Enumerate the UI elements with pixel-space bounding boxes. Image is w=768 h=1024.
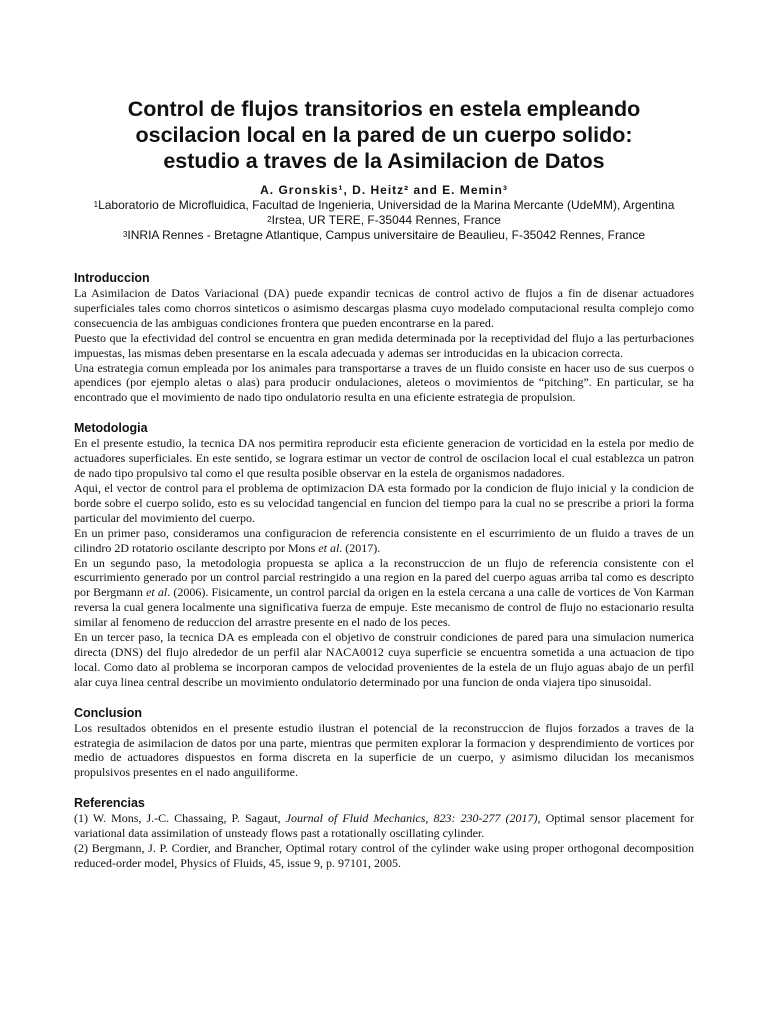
section-conclusion: [74, 706, 694, 781]
affiliation-2-sup: 2: [267, 215, 272, 224]
italic-text: et al: [146, 585, 168, 600]
text-run: . (2017).: [339, 540, 381, 555]
paragraph: En el presente estudio, la tecnica DA nos permitira reproducir esta eficiente generacion de vorticidad en la estela por medio de actuadores superficiales. En este sentido, se lograra estimar un vector de control de oscilacion local el cual establezca un patron de nado tipo propulsivo tal como el que resulta posible observar en la estela de organismos nadadores.: [74, 436, 694, 481]
affiliation-1-text: Laboratorio de Microfluidica, Facultad de Ingenieria, Universidad de la Marina Mercante (UdeMM), Argentina: [98, 198, 675, 212]
italic-text: et al: [318, 540, 340, 555]
paragraph: Una estrategia comun empleada por los animales para transportarse a traves de un fluido consiste en hacer uso de sus cuerpos o apendices (por ejemplo aletas o alas) para producir ondulaciones, aleteos o movimientos de “pitching”. En particular, se ha encontrado que el movimiento de nado tipo ondulatorio resulta en una eficiente estrategia de propulsion.: [74, 360, 694, 405]
title-line-2: oscilacion local en la pared de un cuerpo solido:: [135, 123, 633, 147]
reference-2: (2) Bergmann, J. P. Cordier, and Brancher, Optimal rotary control of the cylinder wake using proper orthogonal decomposition reduced-order model, Physics of Fluids, 45, issue 9, p. 97101, 2005.: [74, 841, 694, 870]
paper-title: [74, 96, 694, 174]
reference-1: [74, 811, 694, 841]
section-heading: Introduccion: [74, 271, 150, 285]
section-introduccion: [74, 271, 694, 405]
paragraph: [74, 556, 694, 631]
paragraph: Los resultados obtenidos en el presente estudio ilustran el potencial de la reconstruccion de flujos forzados a traves de la estrategia de asimilacion de datos por una parte, mientras que permiten explorar la formacion y desprendimiento de vortices por medio de actuadores dispuestos en forma discreta en la superficie de un cuerpo, y asimismo dilucidan los mecanismos propulsivos presentes en el nado anguiliforme.: [74, 720, 694, 780]
affiliation-1-sup: 1: [93, 200, 99, 209]
paragraph: Puesto que la efectividad del control se encuentra en gran medida determinada por la receptividad del flujo a las perturbaciones impuestas, las mismas deben presentarse en la escala adecuada y ademas ser introducidas en la ubicacion correcta.: [74, 330, 694, 360]
text-run: En un segundo paso, la metodologia propuesta se aplica a la reconstruccion de un flujo de referencia consistente con el escurrimiento generado por un control parcial restringido a una region en la pared del cuerpo aguas arriba tal como es descripto por Bergmann: [74, 555, 694, 600]
paragraph: Aqui, el vector de control para el problema de optimizacion DA esta formado por la condicion de flujo inicial y la condicion de borde sobre el cuerpo solido, esto es su velocidad tangencial en funcion del tiempo para la cual no se prescribe a priori la forma particular del movimiento del cuerpo.: [74, 480, 694, 525]
affiliation-3: [74, 228, 694, 243]
affiliation-3-sup: 3: [122, 230, 128, 239]
paragraph: La Asimilacion de Datos Variacional (DA) puede expandir tecnicas de control activo de flujos a fin de disenar actuadores superficiales tales como chorros sinteticos o asimismo descargas plasma cuyo modelado computacional resulta complejo como consecuencia de las ambiguas condiciones frontera que pueden encontrarse en la pared.: [74, 286, 694, 330]
section-heading: Referencias: [74, 796, 145, 811]
affiliation-2-text: Irstea, UR TERE, F-35044 Rennes, France: [271, 213, 501, 227]
affiliations: [74, 198, 694, 243]
title-line-1: Control de flujos transitorios en estela empleando: [127, 97, 641, 121]
affiliation-3-text: INRIA Rennes - Bretagne Atlantique, Campus universitaire de Beaulieu, F-35042 Rennes, France: [127, 228, 646, 242]
section-heading: Conclusion: [74, 705, 143, 720]
text-run: Optimal sensor placement for variational data assimilation of unsteady flows past a rotationally oscillating cylinder.: [74, 811, 695, 841]
paper-page: [74, 0, 694, 871]
journal-name: Journal of Fluid Mechanics, 823: 230-277 (2017),: [285, 811, 541, 826]
text-run: (1) W. Mons, J.-C. Chassaing, P. Sagaut,: [74, 811, 286, 826]
affiliation-1: [74, 198, 694, 213]
title-line-3: estudio a traves de la Asimilacion de Datos: [163, 149, 605, 173]
paragraph: [74, 526, 694, 556]
authors: A. Gronskis¹, D. Heitz² and E. Memin³: [260, 183, 508, 197]
paragraph: En un tercer paso, la tecnica DA es empleada con el objetivo de construir condiciones de pared para una simulacion numerica directa (DNS) del flujo alrededor de un perfil alar NACA0012 cuya superficie se encuentra sometida a una actuacion de tipo local. Como dato al problema se incorporan campos de velocidad provenientes de la estela de un flujo aguas abajo de un perfil alar cuya linea central describe un movimiento ondulatorio determinado por una funcion de onda viajera tipo sinusoidal.: [74, 630, 694, 689]
text-run: . (2006). Fisicamente, un control parcial da origen en la estela cercana a una calle de vortices de Von Karman reversa la cual genera localmente una significativa fuerza de empuje. Este mecanismo de control de flujo no estacionario resulta similar al fenomeno de reduccion del arrastre presente en el nado de los peces.: [74, 585, 694, 630]
affiliation-2: [74, 213, 694, 228]
section-metodologia: [74, 421, 694, 689]
text-run: En un primer paso, consideramos una configuracion de referencia consistente en el escurrimiento de un fluido a traves de un cilindro 2D rotatorio oscilante descripto por Mons: [74, 525, 694, 555]
section-heading: Metodologia: [74, 421, 148, 436]
section-referencias: [74, 796, 694, 871]
